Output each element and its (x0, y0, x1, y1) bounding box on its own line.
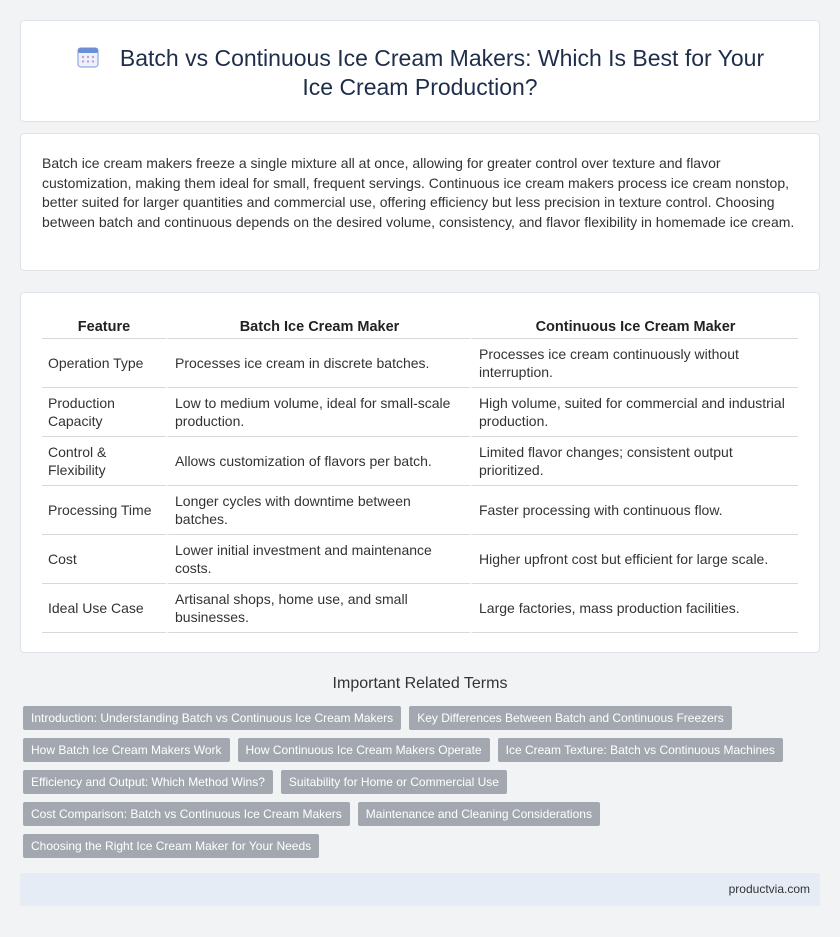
table-row (42, 584, 798, 633)
related-term-tag[interactable]: Maintenance and Cleaning Considerations (358, 802, 600, 826)
batch-cell: Processes ice cream in discrete batches. (166, 339, 470, 388)
continuous-cell: High volume, suited for commercial and industrial production. (470, 388, 798, 437)
header-card (20, 20, 820, 122)
related-term-tag[interactable]: Efficiency and Output: Which Method Wins? (23, 770, 273, 794)
header-continuous: Continuous Ice Cream Maker (470, 315, 798, 339)
batch-cell: Longer cycles with downtime between batches. (166, 486, 470, 535)
header-feature: Feature (42, 315, 166, 339)
feature-cell: Cost (42, 535, 166, 584)
related-term-tag[interactable]: Suitability for Home or Commercial Use (281, 770, 507, 794)
page-title: Batch vs Continuous Ice Cream Makers: Which Is Best for Your Ice Cream Production? (119, 45, 765, 100)
feature-cell: Control & Flexibility (42, 437, 166, 486)
batch-cell: Allows customization of flavors per batch. (166, 437, 470, 486)
continuous-cell: Limited flavor changes; consistent output prioritized. (470, 437, 798, 486)
related-term-tag[interactable]: Ice Cream Texture: Batch vs Continuous Machines (498, 738, 783, 762)
continuous-cell: Processes ice cream continuously without interruption. (470, 339, 798, 388)
table-row (42, 535, 798, 584)
feature-cell: Processing Time (42, 486, 166, 535)
footer-site-link[interactable]: productvia.com (728, 882, 810, 896)
related-terms-list (23, 706, 823, 858)
intro-card (20, 133, 820, 271)
continuous-cell: Higher upfront cost but efficient for large scale. (470, 535, 798, 584)
related-term-tag[interactable]: Cost Comparison: Batch vs Continuous Ice Cream Makers (23, 802, 350, 826)
calendar-icon (76, 45, 100, 69)
table-row (42, 437, 798, 486)
batch-cell: Artisanal shops, home use, and small businesses. (166, 584, 470, 633)
intro-paragraph: Batch ice cream makers freeze a single mixture all at once, allowing for greater control over texture and flavor customization, making them ideal for small, frequent servings. Continuous ice cream makers process ice cream nonstop, better suited for larger quantities and commercial use, offering efficiency but less precision in texture control. Choosing between batch and continuous depends on the desired volume, consistency, and flavor flexibility in homemade ice cream. (42, 155, 795, 230)
related-term-tag[interactable]: Key Differences Between Batch and Continuous Freezers (409, 706, 732, 730)
footer-bar (20, 873, 820, 906)
feature-cell: Production Capacity (42, 388, 166, 437)
related-term-tag[interactable]: Introduction: Understanding Batch vs Continuous Ice Cream Makers (23, 706, 401, 730)
related-terms-heading: Important Related Terms (332, 675, 508, 692)
comparison-table (42, 315, 798, 633)
related-term-tag[interactable]: How Batch Ice Cream Makers Work (23, 738, 230, 762)
header-batch: Batch Ice Cream Maker (166, 315, 470, 339)
comparison-card (20, 292, 820, 653)
related-term-tag[interactable]: How Continuous Ice Cream Makers Operate (238, 738, 490, 762)
table-row (42, 486, 798, 535)
table-row (42, 339, 798, 388)
batch-cell: Low to medium volume, ideal for small-scale production. (166, 388, 470, 437)
related-term-tag[interactable]: Choosing the Right Ice Cream Maker for Your Needs (23, 834, 319, 858)
table-row (42, 388, 798, 437)
batch-cell: Lower initial investment and maintenance costs. (166, 535, 470, 584)
continuous-cell: Faster processing with continuous flow. (470, 486, 798, 535)
page-title-wrap (21, 44, 819, 102)
feature-cell: Ideal Use Case (42, 584, 166, 633)
continuous-cell: Large factories, mass production facilities. (470, 584, 798, 633)
table-header-row (42, 315, 798, 339)
feature-cell: Operation Type (42, 339, 166, 388)
